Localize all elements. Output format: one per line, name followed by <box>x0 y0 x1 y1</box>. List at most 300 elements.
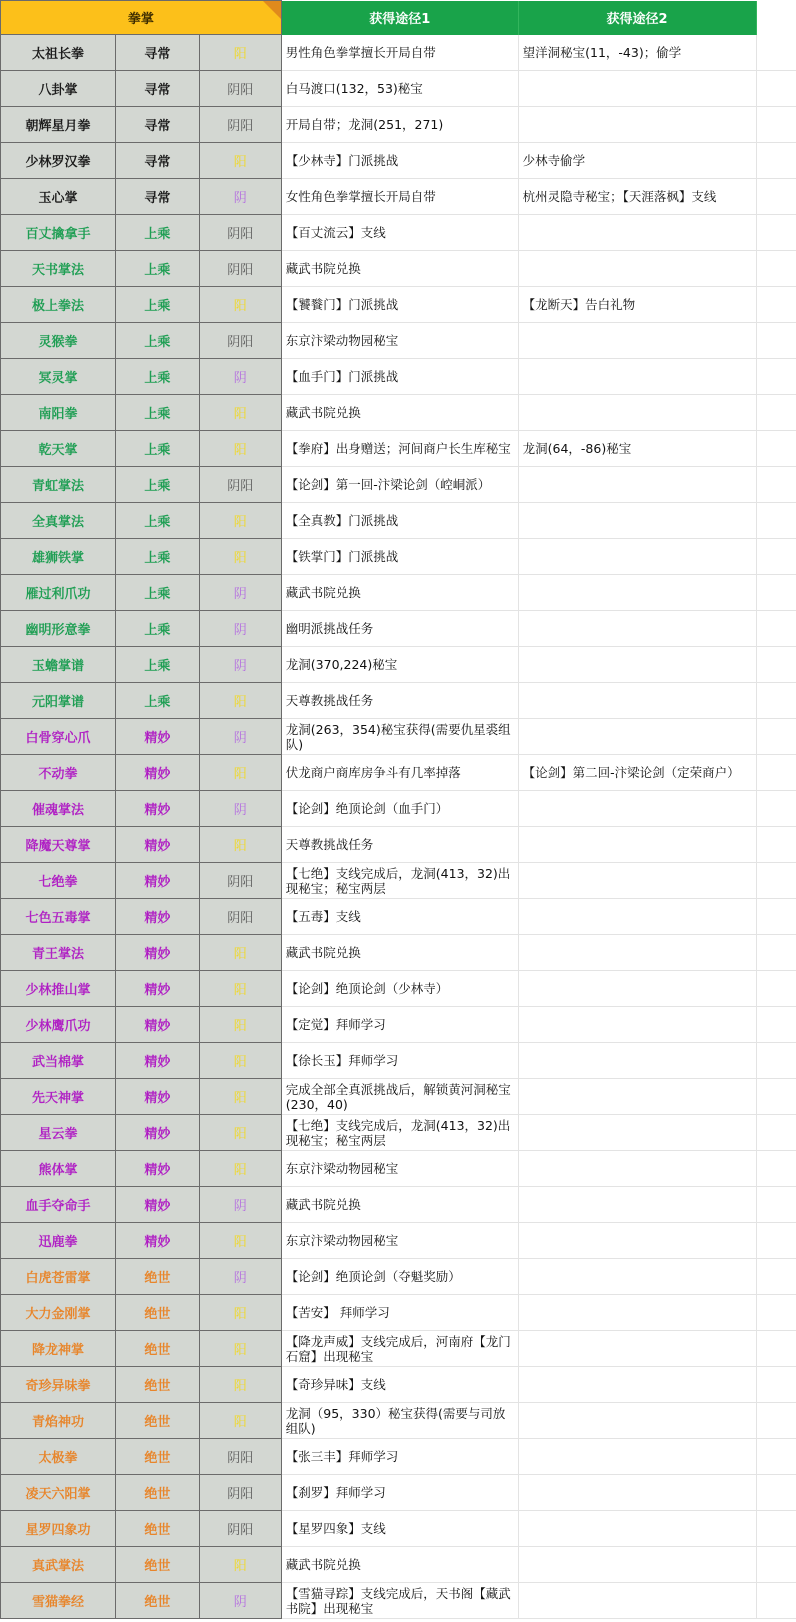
grade-cell[interactable]: 绝世 <box>115 1547 199 1583</box>
grade-cell[interactable]: 上乘 <box>115 611 199 647</box>
filter-corner-icon[interactable] <box>263 1 281 19</box>
yinyang-cell[interactable]: 阳 <box>199 1223 281 1259</box>
source1-cell[interactable]: 【拳府】出身赠送；河间商户长生库秘宝 <box>281 431 518 467</box>
yinyang-cell[interactable]: 阴 <box>199 611 281 647</box>
source1-cell[interactable]: 【雪猫寻踪】支线完成后，天书阁【藏武书院】出现秘宝 <box>281 1583 518 1619</box>
source2-cell[interactable] <box>518 467 756 503</box>
gap-cell[interactable] <box>756 323 796 359</box>
source1-cell[interactable]: 【刹罗】拜师学习 <box>281 1475 518 1511</box>
yinyang-cell[interactable]: 阴 <box>199 1187 281 1223</box>
source2-cell[interactable] <box>518 719 756 755</box>
table-row <box>1 611 796 647</box>
gap-cell[interactable] <box>756 1187 796 1223</box>
table-row <box>1 1115 796 1151</box>
source2-cell[interactable]: 【论剑】第二回-汴梁论剑（定荣商户） <box>518 755 756 791</box>
skill-name-cell[interactable]: 催魂掌法 <box>1 791 116 827</box>
source2-cell[interactable] <box>518 647 756 683</box>
yinyang-cell[interactable]: 阴 <box>199 1259 281 1295</box>
skill-name-cell[interactable]: 熊体掌 <box>1 1151 116 1187</box>
source2-cell[interactable] <box>518 503 756 539</box>
gap-cell[interactable] <box>756 827 796 863</box>
skill-name-cell[interactable]: 武当棉掌 <box>1 1043 116 1079</box>
source1-cell[interactable]: 【饕餮门】门派挑战 <box>281 287 518 323</box>
table-row <box>1 683 796 719</box>
table-row <box>1 395 796 431</box>
gap-cell[interactable] <box>756 179 796 215</box>
yinyang-cell[interactable]: 阳 <box>199 1115 281 1151</box>
gap-cell[interactable] <box>756 1331 796 1367</box>
source2-cell[interactable] <box>518 827 756 863</box>
source2-cell[interactable] <box>518 1259 756 1295</box>
source2-cell[interactable] <box>518 107 756 143</box>
source2-cell[interactable] <box>518 935 756 971</box>
table-row <box>1 1583 796 1619</box>
gap-cell[interactable] <box>756 251 796 287</box>
source2-cell[interactable] <box>518 1511 756 1547</box>
grade-cell[interactable]: 上乘 <box>115 215 199 251</box>
source2-cell[interactable] <box>518 1295 756 1331</box>
grade-cell[interactable]: 绝世 <box>115 1295 199 1331</box>
grade-cell[interactable]: 精妙 <box>115 1187 199 1223</box>
table-row <box>1 35 796 71</box>
header-gap-cell <box>756 1 796 35</box>
skill-name-cell[interactable]: 白骨穿心爪 <box>1 719 116 755</box>
source2-cell[interactable] <box>518 1223 756 1259</box>
yinyang-cell[interactable]: 阴阳 <box>199 251 281 287</box>
grade-cell[interactable]: 上乘 <box>115 647 199 683</box>
yinyang-cell[interactable]: 阴阳 <box>199 1475 281 1511</box>
grade-cell[interactable]: 精妙 <box>115 971 199 1007</box>
source2-cell[interactable] <box>518 1079 756 1115</box>
gap-cell[interactable] <box>756 1511 796 1547</box>
source1-cell[interactable]: 【论剑】绝顶论剑（血手门） <box>281 791 518 827</box>
grade-cell[interactable]: 绝世 <box>115 1367 199 1403</box>
gap-cell[interactable] <box>756 575 796 611</box>
source2-cell[interactable] <box>518 1583 756 1619</box>
skill-name-cell[interactable]: 迅鹿拳 <box>1 1223 116 1259</box>
source1-cell[interactable]: 【论剑】绝顶论剑（少林寺） <box>281 971 518 1007</box>
skill-name-cell[interactable]: 八卦掌 <box>1 71 116 107</box>
skill-name-cell[interactable]: 南阳拳 <box>1 395 116 431</box>
grade-cell[interactable]: 上乘 <box>115 503 199 539</box>
source1-cell[interactable]: 【张三丰】拜师学习 <box>281 1439 518 1475</box>
grade-cell[interactable]: 精妙 <box>115 1115 199 1151</box>
grade-cell[interactable]: 绝世 <box>115 1439 199 1475</box>
skill-name-cell[interactable]: 不动拳 <box>1 755 116 791</box>
yinyang-cell[interactable]: 阴阳 <box>199 107 281 143</box>
skill-name-cell[interactable]: 青虹掌法 <box>1 467 116 503</box>
skill-name-cell[interactable]: 玉蟾掌谱 <box>1 647 116 683</box>
skill-name-cell[interactable]: 冥灵掌 <box>1 359 116 395</box>
skill-name-cell[interactable]: 少林推山掌 <box>1 971 116 1007</box>
skill-name-cell[interactable]: 七绝拳 <box>1 863 116 899</box>
yinyang-cell[interactable]: 阳 <box>199 1547 281 1583</box>
source2-cell[interactable] <box>518 971 756 1007</box>
source1-cell[interactable]: 伏龙商户商库房争斗有几率掉落 <box>281 755 518 791</box>
yinyang-cell[interactable]: 阳 <box>199 683 281 719</box>
skill-name-cell[interactable]: 乾天掌 <box>1 431 116 467</box>
grade-cell[interactable]: 精妙 <box>115 719 199 755</box>
source2-cell[interactable]: 龙洞(64，-86)秘宝 <box>518 431 756 467</box>
grade-cell[interactable]: 寻常 <box>115 35 199 71</box>
table-row <box>1 863 796 899</box>
yinyang-cell[interactable]: 阳 <box>199 1043 281 1079</box>
source1-cell[interactable]: 藏武书院兑换 <box>281 395 518 431</box>
skill-name-cell[interactable]: 白虎苍雷掌 <box>1 1259 116 1295</box>
grade-cell[interactable]: 精妙 <box>115 935 199 971</box>
gap-cell[interactable] <box>756 899 796 935</box>
table-row <box>1 71 796 107</box>
source1-cell[interactable]: 开局自带；龙洞(251，271) <box>281 107 518 143</box>
skill-name-cell[interactable]: 雪猫拳经 <box>1 1583 116 1619</box>
skill-name-cell[interactable]: 少林鹰爪功 <box>1 1007 116 1043</box>
grade-cell[interactable]: 绝世 <box>115 1403 199 1439</box>
source1-cell[interactable]: 【论剑】第一回-汴梁论剑（崆峒派） <box>281 467 518 503</box>
skill-name-cell[interactable]: 凌天六阳掌 <box>1 1475 116 1511</box>
gap-cell[interactable] <box>756 1475 796 1511</box>
gap-cell[interactable] <box>756 971 796 1007</box>
source2-cell[interactable] <box>518 71 756 107</box>
gap-cell[interactable] <box>756 143 796 179</box>
skill-name-cell[interactable]: 朝辉星月拳 <box>1 107 116 143</box>
grade-cell[interactable]: 绝世 <box>115 1511 199 1547</box>
source1-cell[interactable]: 藏武书院兑换 <box>281 251 518 287</box>
table-row <box>1 971 796 1007</box>
source2-cell[interactable] <box>518 1007 756 1043</box>
grade-cell[interactable]: 精妙 <box>115 899 199 935</box>
source2-cell[interactable] <box>518 1331 756 1367</box>
skill-name-cell[interactable]: 星云拳 <box>1 1115 116 1151</box>
source1-cell[interactable]: 幽明派挑战任务 <box>281 611 518 647</box>
source1-cell[interactable]: 东京汴梁动物园秘宝 <box>281 323 518 359</box>
source2-cell[interactable] <box>518 1115 756 1151</box>
gap-cell[interactable] <box>756 107 796 143</box>
skill-name-cell[interactable]: 降魔天尊掌 <box>1 827 116 863</box>
gap-cell[interactable] <box>756 1367 796 1403</box>
source2-cell[interactable] <box>518 323 756 359</box>
grade-cell[interactable]: 上乘 <box>115 467 199 503</box>
skill-name-cell[interactable]: 降龙神掌 <box>1 1331 116 1367</box>
grade-cell[interactable]: 精妙 <box>115 827 199 863</box>
source2-cell[interactable]: 杭州灵隐寺秘宝；【天涯落枫】支线 <box>518 179 756 215</box>
table-row <box>1 1151 796 1187</box>
skill-name-cell[interactable]: 玉心掌 <box>1 179 116 215</box>
gap-cell[interactable] <box>756 1583 796 1619</box>
grade-cell[interactable]: 绝世 <box>115 1475 199 1511</box>
source1-cell[interactable]: 【论剑】绝顶论剑（夺魁奖励） <box>281 1259 518 1295</box>
yinyang-cell[interactable]: 阳 <box>199 1331 281 1367</box>
grade-cell[interactable]: 绝世 <box>115 1331 199 1367</box>
grade-cell[interactable]: 精妙 <box>115 1223 199 1259</box>
yinyang-cell[interactable]: 阴 <box>199 647 281 683</box>
source1-cell[interactable]: 【七绝】支线完成后，龙洞(413，32)出现秘宝；秘宝两层 <box>281 1115 518 1151</box>
yinyang-cell[interactable]: 阴阳 <box>199 899 281 935</box>
source1-cell[interactable]: 【血手门】门派挑战 <box>281 359 518 395</box>
yinyang-cell[interactable]: 阳 <box>199 935 281 971</box>
source2-cell[interactable] <box>518 1043 756 1079</box>
source1-cell[interactable]: 【全真教】门派挑战 <box>281 503 518 539</box>
table-row <box>1 323 796 359</box>
yinyang-cell[interactable]: 阳 <box>199 503 281 539</box>
skill-name-cell[interactable]: 七色五毒掌 <box>1 899 116 935</box>
gap-cell[interactable] <box>756 755 796 791</box>
source1-cell[interactable]: 【星罗四象】支线 <box>281 1511 518 1547</box>
skill-name-cell[interactable]: 太祖长拳 <box>1 35 116 71</box>
source1-cell[interactable]: 白马渡口(132，53)秘宝 <box>281 71 518 107</box>
yinyang-cell[interactable]: 阴阳 <box>199 863 281 899</box>
grade-cell[interactable]: 精妙 <box>115 755 199 791</box>
gap-cell[interactable] <box>756 1151 796 1187</box>
table-row <box>1 1223 796 1259</box>
source1-cell[interactable]: 龙洞(263，354)秘宝获得(需要仇星裘组队) <box>281 719 518 755</box>
source1-cell[interactable]: 男性角色拳掌擅长开局自带 <box>281 35 518 71</box>
source2-cell[interactable] <box>518 611 756 647</box>
table-row <box>1 755 796 791</box>
grade-cell[interactable]: 上乘 <box>115 251 199 287</box>
grade-cell[interactable]: 精妙 <box>115 863 199 899</box>
source1-cell[interactable]: 【少林寺】门派挑战 <box>281 143 518 179</box>
yinyang-cell[interactable]: 阴 <box>199 719 281 755</box>
skill-name-cell[interactable]: 百丈擒拿手 <box>1 215 116 251</box>
gap-cell[interactable] <box>756 359 796 395</box>
yinyang-cell[interactable]: 阴阳 <box>199 467 281 503</box>
source1-cell[interactable]: 【奇珍异味】支线 <box>281 1367 518 1403</box>
yinyang-cell[interactable]: 阳 <box>199 827 281 863</box>
source1-cell[interactable]: 【苦安】 拜师学习 <box>281 1295 518 1331</box>
source1-cell[interactable]: 天尊教挑战任务 <box>281 683 518 719</box>
grade-cell[interactable]: 精妙 <box>115 1007 199 1043</box>
source2-cell[interactable] <box>518 791 756 827</box>
gap-cell[interactable] <box>756 935 796 971</box>
gap-cell[interactable] <box>756 1079 796 1115</box>
source2-cell[interactable] <box>518 215 756 251</box>
source1-cell[interactable]: 【铁掌门】门派挑战 <box>281 539 518 575</box>
yinyang-cell[interactable]: 阴阳 <box>199 71 281 107</box>
source1-cell[interactable]: 完成全部全真派挑战后，解锁黄河洞秘宝(230，40) <box>281 1079 518 1115</box>
source1-cell[interactable]: 龙洞(370,224)秘宝 <box>281 647 518 683</box>
yinyang-cell[interactable]: 阳 <box>199 1295 281 1331</box>
skill-name-cell[interactable]: 真武掌法 <box>1 1547 116 1583</box>
skill-name-cell[interactable]: 太极拳 <box>1 1439 116 1475</box>
table-row <box>1 935 796 971</box>
source1-header[interactable]: 获得途径1 <box>281 1 518 35</box>
source1-cell[interactable]: 【定觉】拜师学习 <box>281 1007 518 1043</box>
source2-cell[interactable] <box>518 251 756 287</box>
skill-name-cell[interactable]: 雁过利爪功 <box>1 575 116 611</box>
category-header-label: 拳掌 <box>127 12 154 27</box>
gap-cell[interactable] <box>756 611 796 647</box>
source1-cell[interactable]: 女性角色拳掌擅长开局自带 <box>281 179 518 215</box>
source1-cell[interactable]: 藏武书院兑换 <box>281 935 518 971</box>
gap-cell[interactable] <box>756 863 796 899</box>
yinyang-cell[interactable]: 阴 <box>199 179 281 215</box>
table-row <box>1 503 796 539</box>
source1-cell[interactable]: 天尊教挑战任务 <box>281 827 518 863</box>
gap-cell[interactable] <box>756 1043 796 1079</box>
source1-cell[interactable]: 藏武书院兑换 <box>281 1547 518 1583</box>
yinyang-cell[interactable]: 阴 <box>199 575 281 611</box>
yinyang-cell[interactable]: 阳 <box>199 143 281 179</box>
gap-cell[interactable] <box>756 683 796 719</box>
gap-cell[interactable] <box>756 503 796 539</box>
gap-cell[interactable] <box>756 1403 796 1439</box>
grade-cell[interactable]: 上乘 <box>115 323 199 359</box>
grade-cell[interactable]: 精妙 <box>115 1043 199 1079</box>
grade-cell[interactable]: 寻常 <box>115 179 199 215</box>
gap-cell[interactable] <box>756 1007 796 1043</box>
table-row <box>1 1511 796 1547</box>
yinyang-cell[interactable]: 阳 <box>199 1079 281 1115</box>
skill-name-cell[interactable]: 全真掌法 <box>1 503 116 539</box>
gap-cell[interactable] <box>756 539 796 575</box>
source1-cell[interactable]: 藏武书院兑换 <box>281 1187 518 1223</box>
grade-cell[interactable]: 上乘 <box>115 359 199 395</box>
gap-cell[interactable] <box>756 395 796 431</box>
source1-cell[interactable]: 【降龙声威】支线完成后，河南府【龙门石窟】出现秘宝 <box>281 1331 518 1367</box>
skill-name-cell[interactable]: 青王掌法 <box>1 935 116 971</box>
gap-cell[interactable] <box>756 431 796 467</box>
grade-cell[interactable]: 寻常 <box>115 71 199 107</box>
grade-cell[interactable]: 寻常 <box>115 143 199 179</box>
source1-cell[interactable]: 藏武书院兑换 <box>281 575 518 611</box>
skill-name-cell[interactable]: 雄狮铁掌 <box>1 539 116 575</box>
source1-cell[interactable]: 【五毒】支线 <box>281 899 518 935</box>
source2-cell[interactable]: 【龙断天】告白礼物 <box>518 287 756 323</box>
table-row <box>1 1403 796 1439</box>
source2-cell[interactable] <box>518 683 756 719</box>
yinyang-cell[interactable]: 阳 <box>199 287 281 323</box>
grade-cell[interactable]: 精妙 <box>115 1151 199 1187</box>
gap-cell[interactable] <box>756 1115 796 1151</box>
source2-cell[interactable] <box>518 539 756 575</box>
source2-cell[interactable] <box>518 899 756 935</box>
table-row <box>1 1295 796 1331</box>
source2-cell[interactable] <box>518 863 756 899</box>
source1-cell[interactable]: 【百丈流云】支线 <box>281 215 518 251</box>
gap-cell[interactable] <box>756 467 796 503</box>
table-row <box>1 1439 796 1475</box>
yinyang-cell[interactable]: 阴阳 <box>199 323 281 359</box>
skill-name-cell[interactable]: 奇珍异味拳 <box>1 1367 116 1403</box>
table-row <box>1 647 796 683</box>
table-row <box>1 467 796 503</box>
table-row <box>1 719 796 755</box>
grade-cell[interactable]: 上乘 <box>115 431 199 467</box>
skill-name-cell[interactable]: 少林罗汉拳 <box>1 143 116 179</box>
yinyang-cell[interactable]: 阳 <box>199 539 281 575</box>
yinyang-cell[interactable]: 阴 <box>199 791 281 827</box>
skill-name-cell[interactable]: 血手夺命手 <box>1 1187 116 1223</box>
table-row <box>1 899 796 935</box>
yinyang-cell[interactable]: 阳 <box>199 35 281 71</box>
table-row <box>1 287 796 323</box>
gap-cell[interactable] <box>756 791 796 827</box>
source1-cell[interactable]: 龙洞（95，330）秘宝获得(需要与司放组队) <box>281 1403 518 1439</box>
source2-cell[interactable] <box>518 1403 756 1439</box>
yinyang-cell[interactable]: 阳 <box>199 1367 281 1403</box>
yinyang-cell[interactable]: 阴阳 <box>199 215 281 251</box>
skill-name-cell[interactable]: 青焰神功 <box>1 1403 116 1439</box>
yinyang-cell[interactable]: 阳 <box>199 1403 281 1439</box>
yinyang-cell[interactable]: 阴阳 <box>199 1511 281 1547</box>
skill-name-cell[interactable]: 极上拳法 <box>1 287 116 323</box>
grade-cell[interactable]: 上乘 <box>115 539 199 575</box>
gap-cell[interactable] <box>756 1547 796 1583</box>
yinyang-cell[interactable]: 阳 <box>199 1151 281 1187</box>
source2-cell[interactable] <box>518 1439 756 1475</box>
yinyang-cell[interactable]: 阳 <box>199 1007 281 1043</box>
yinyang-cell[interactable]: 阳 <box>199 755 281 791</box>
gap-cell[interactable] <box>756 35 796 71</box>
source2-header[interactable]: 获得途径2 <box>518 1 756 35</box>
yinyang-cell[interactable]: 阳 <box>199 431 281 467</box>
grade-cell[interactable]: 寻常 <box>115 107 199 143</box>
source2-cell[interactable] <box>518 359 756 395</box>
grade-cell[interactable]: 上乘 <box>115 575 199 611</box>
header-row <box>1 1 796 35</box>
yinyang-cell[interactable]: 阴阳 <box>199 1439 281 1475</box>
grade-cell[interactable]: 精妙 <box>115 791 199 827</box>
gap-cell[interactable] <box>756 647 796 683</box>
category-header[interactable] <box>1 1 282 35</box>
source2-cell[interactable] <box>518 1547 756 1583</box>
grade-cell[interactable]: 绝世 <box>115 1583 199 1619</box>
table-row <box>1 1331 796 1367</box>
gap-cell[interactable] <box>756 215 796 251</box>
source2-cell[interactable]: 少林寺偷学 <box>518 143 756 179</box>
gap-cell[interactable] <box>756 1223 796 1259</box>
source1-cell[interactable]: 东京汴梁动物园秘宝 <box>281 1223 518 1259</box>
table-row <box>1 215 796 251</box>
grade-cell[interactable]: 上乘 <box>115 683 199 719</box>
table-row <box>1 107 796 143</box>
skill-name-cell[interactable]: 大力金刚掌 <box>1 1295 116 1331</box>
gap-cell[interactable] <box>756 71 796 107</box>
gap-cell[interactable] <box>756 719 796 755</box>
yinyang-cell[interactable]: 阴 <box>199 359 281 395</box>
yinyang-cell[interactable]: 阴 <box>199 1583 281 1619</box>
source2-cell[interactable] <box>518 1187 756 1223</box>
source2-cell[interactable] <box>518 1151 756 1187</box>
skill-name-cell[interactable]: 天书掌法 <box>1 251 116 287</box>
source1-cell[interactable]: 东京汴梁动物园秘宝 <box>281 1151 518 1187</box>
grade-cell[interactable]: 上乘 <box>115 287 199 323</box>
skill-name-cell[interactable]: 元阳掌谱 <box>1 683 116 719</box>
source1-cell[interactable]: 【七绝】支线完成后，龙洞(413，32)出现秘宝；秘宝两层 <box>281 863 518 899</box>
table-row <box>1 143 796 179</box>
source2-cell[interactable] <box>518 1475 756 1511</box>
source1-cell[interactable]: 【徐长玉】拜师学习 <box>281 1043 518 1079</box>
grade-cell[interactable]: 上乘 <box>115 395 199 431</box>
skill-name-cell[interactable]: 灵猴拳 <box>1 323 116 359</box>
source2-cell[interactable] <box>518 1367 756 1403</box>
grade-cell[interactable]: 绝世 <box>115 1259 199 1295</box>
table-row <box>1 1043 796 1079</box>
source2-cell[interactable] <box>518 575 756 611</box>
yinyang-cell[interactable]: 阳 <box>199 395 281 431</box>
skill-name-cell[interactable]: 先天神掌 <box>1 1079 116 1115</box>
gap-cell[interactable] <box>756 1259 796 1295</box>
yinyang-cell[interactable]: 阳 <box>199 971 281 1007</box>
skill-name-cell[interactable]: 星罗四象功 <box>1 1511 116 1547</box>
gap-cell[interactable] <box>756 1439 796 1475</box>
grade-cell[interactable]: 精妙 <box>115 1079 199 1115</box>
source2-cell[interactable] <box>518 395 756 431</box>
source2-cell[interactable]: 望洋洞秘宝(11，-43)；偷学 <box>518 35 756 71</box>
gap-cell[interactable] <box>756 287 796 323</box>
gap-cell[interactable] <box>756 1295 796 1331</box>
skill-name-cell[interactable]: 幽明形意拳 <box>1 611 116 647</box>
